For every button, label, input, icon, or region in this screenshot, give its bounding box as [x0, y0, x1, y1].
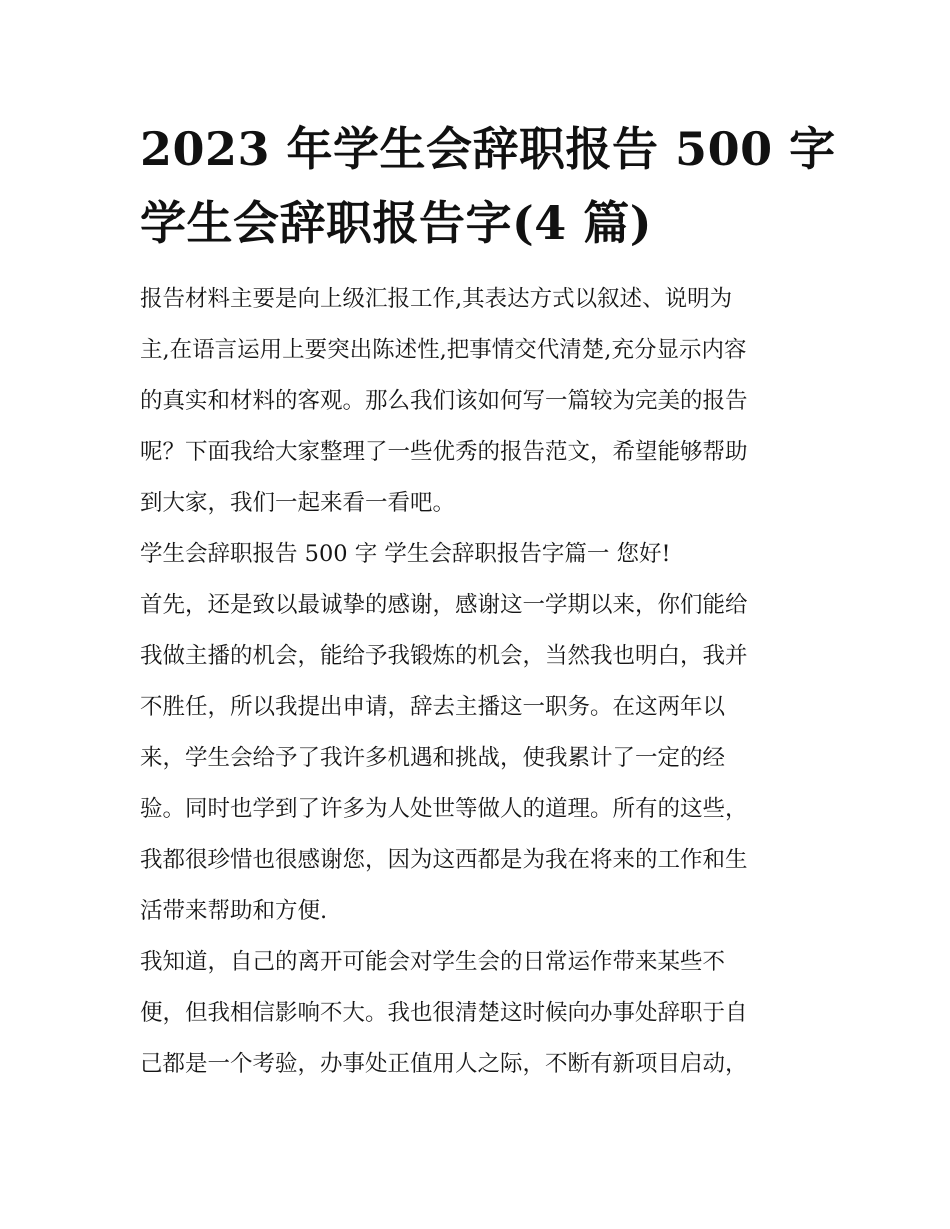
body-line: 的真实和材料的客观。那么我们该如何写一篇较为完美的报告 — [140, 388, 748, 414]
body-line: 我做主播的机会，能给予我锻炼的机会，当然我也明白，我并 — [140, 643, 748, 669]
body-line: 验。同时也学到了许多为人处世等做人的道理。所有的这些， — [140, 796, 748, 822]
body-line: 己都是一个考验，办事处正值用人之际，不断有新项目启动， — [140, 1051, 748, 1077]
body-line: 主,在语言运用上要突出陈述性,把事情交代清楚,充分显示内容 — [140, 337, 747, 363]
body-line: 首先，还是致以最诚挚的感谢，感谢这一学期以来，你们能给 — [140, 592, 748, 618]
body-line: 呢？下面我给大家整理了一些优秀的报告范文，希望能够帮助 — [140, 439, 748, 465]
body-line: 我都很珍惜也很感谢您，因为这西都是为我在将来的工作和生 — [140, 847, 748, 873]
body-line: 活带来帮助和方便. — [140, 898, 328, 924]
body-line: 我知道，自己的离开可能会对学生会的日常运作带来某些不 — [140, 949, 726, 975]
document-body — [140, 274, 830, 1090]
section-heading-line: 学生会辞职报告 500 字 学生会辞职报告字篇一 您好! — [140, 541, 671, 567]
body-line: 到大家，我们一起来看一看吧。 — [140, 490, 456, 516]
body-line: 来，学生会给予了我许多机遇和挑战，使我累计了一定的经 — [140, 745, 726, 771]
body-line: 便，但我相信影响不大。我也很清楚这时候向办事处辞职于自 — [140, 1000, 748, 1026]
title-line-2: 学生会辞职报告字(4 篇) — [140, 196, 653, 250]
document-title — [140, 112, 836, 260]
body-line: 不胜任，所以我提出申请，辞去主播这一职务。在这两年以 — [140, 694, 726, 720]
title-line-1: 2023 年学生会辞职报告 500 字 — [140, 122, 836, 176]
body-line: 报告材料主要是向上级汇报工作,其表达方式以叙述、说明为 — [140, 286, 733, 312]
